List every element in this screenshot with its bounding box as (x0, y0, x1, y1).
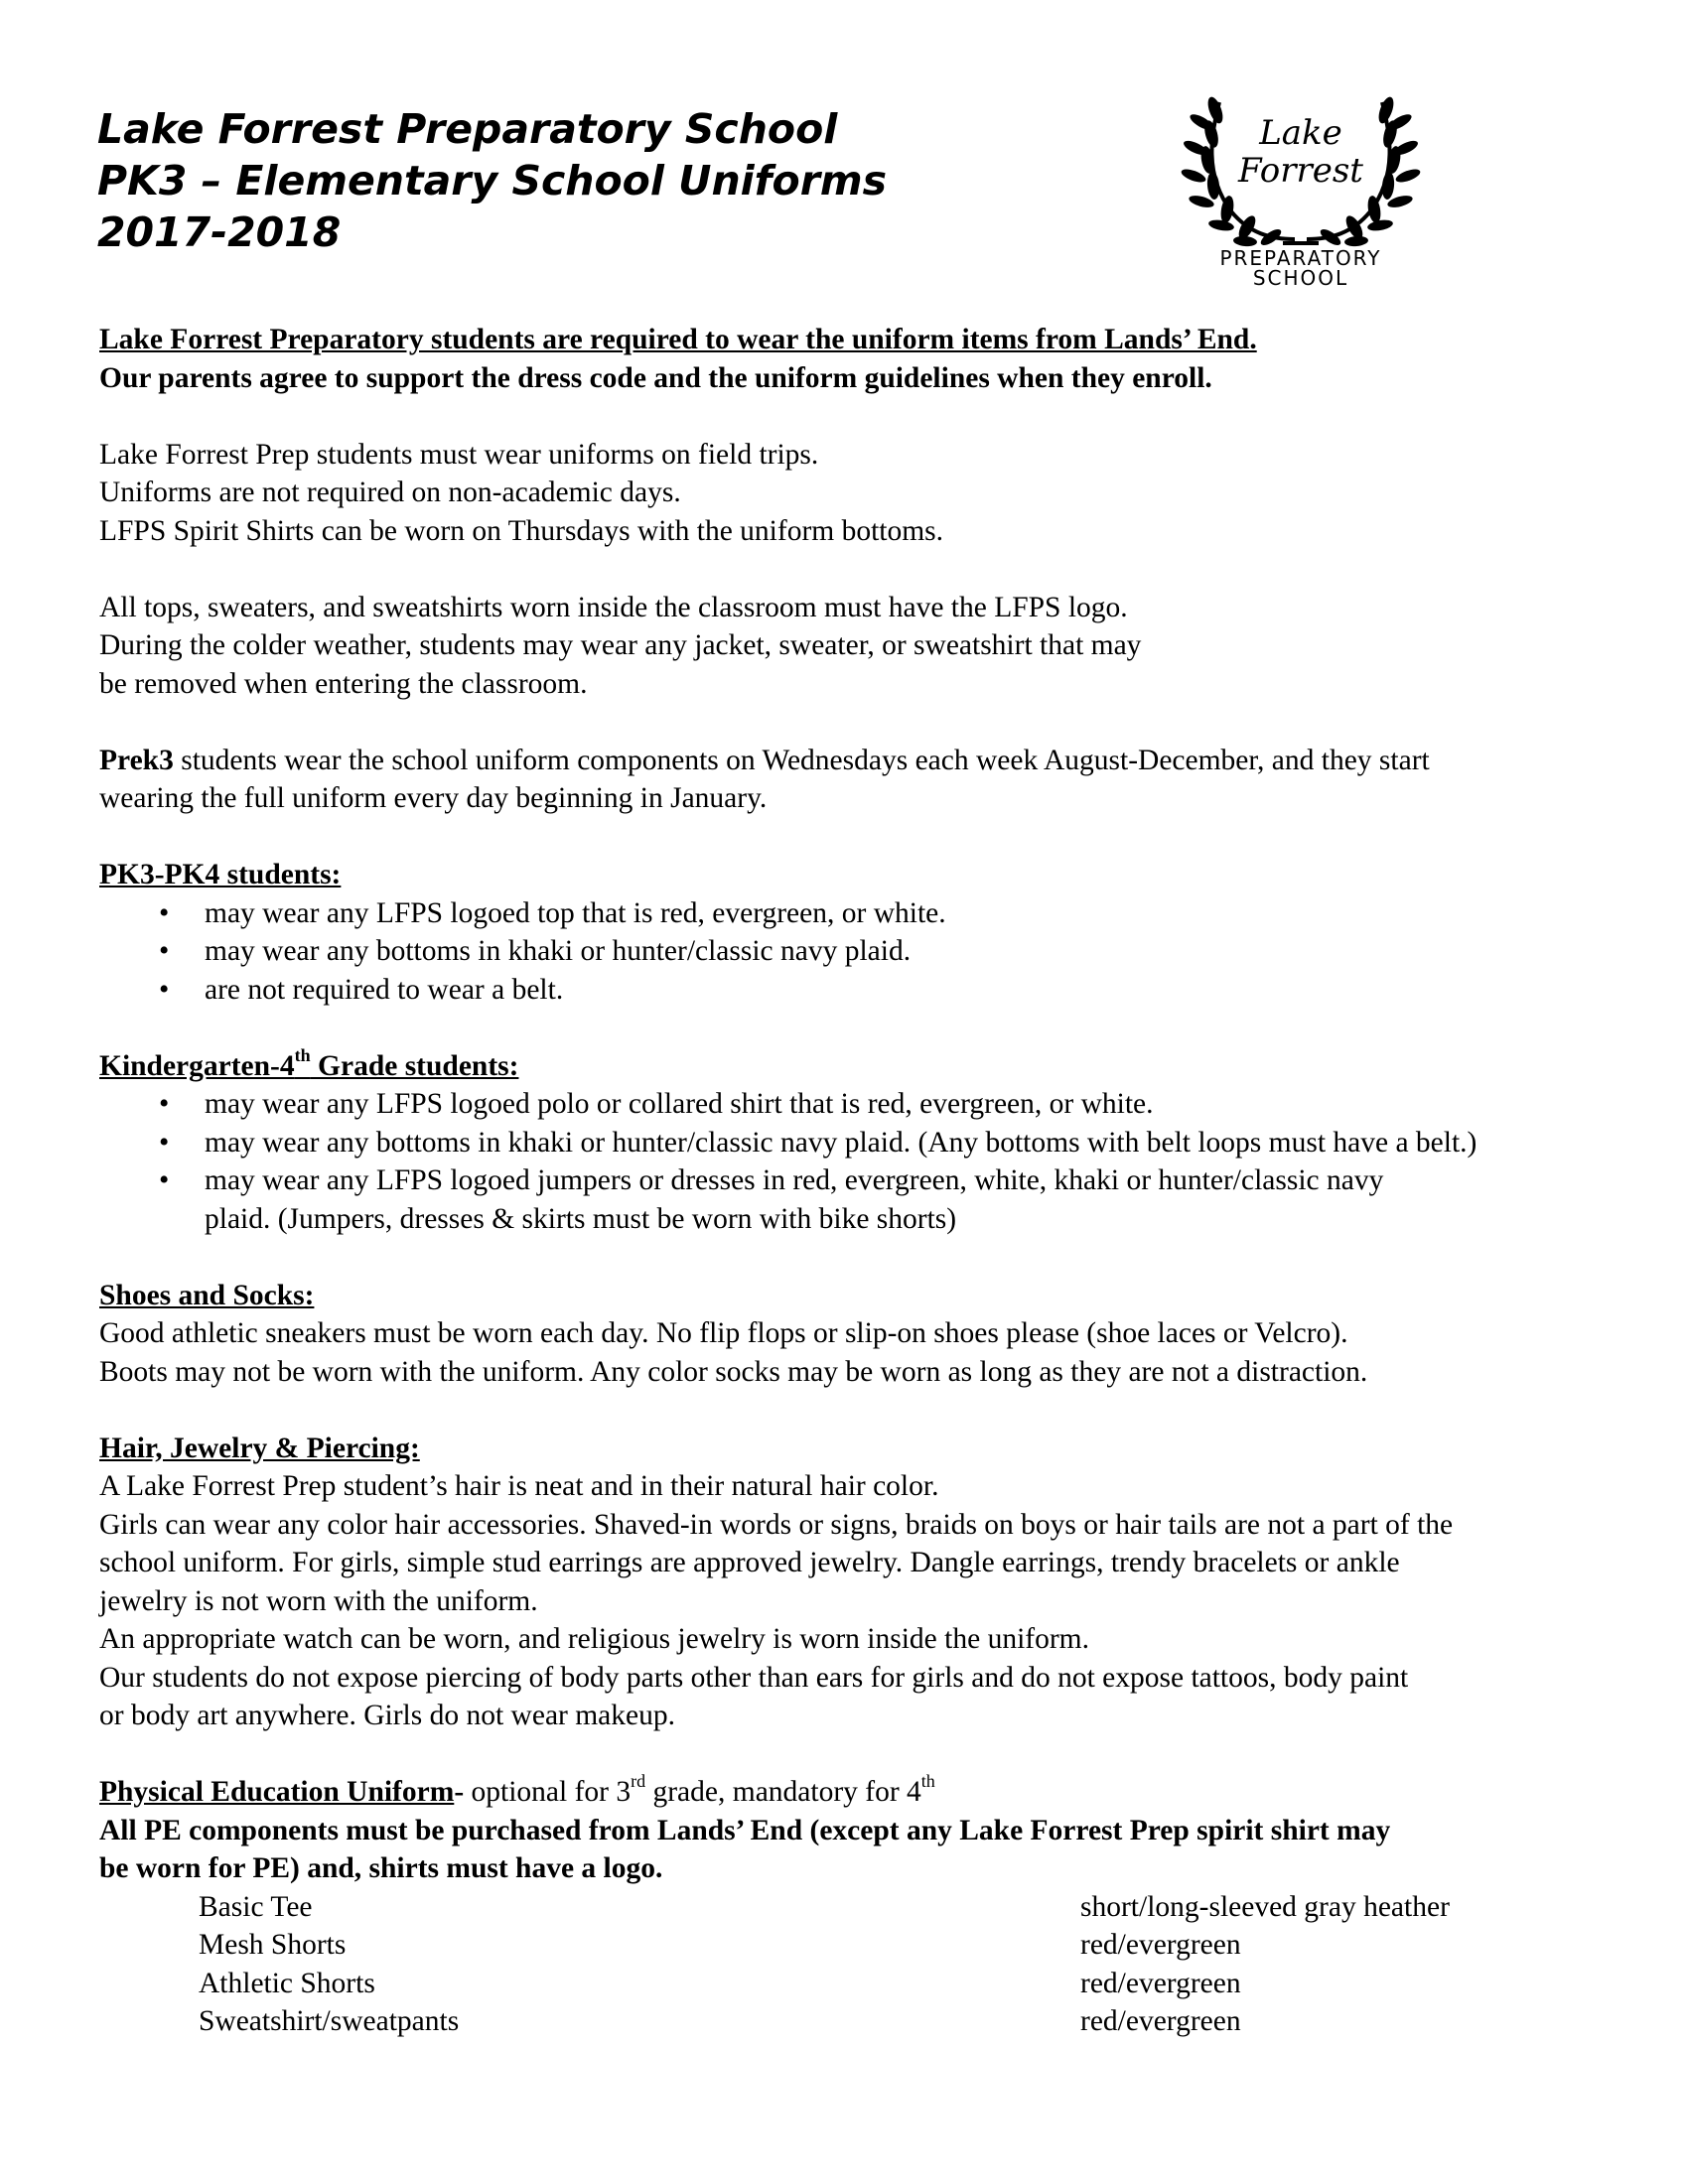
hair-line-7: or body art anywhere. Girls do not wear makeup. (99, 1700, 675, 1731)
table-row: Athletic Shorts red/evergreen (199, 1967, 1241, 1999)
school-logo (1172, 94, 1430, 288)
pk3-pk4-heading: PK3-PK4 students: (99, 859, 342, 890)
k4-heading: Kindergarten-4th Grade students: (99, 1044, 519, 1082)
svg-text:SCHOOL: SCHOOL (1252, 266, 1349, 288)
prek3-line-1: students wear the school uniform components on Wednesdays each week August-December, and they start (173, 744, 1430, 776)
list-item: • may wear any LFPS logoed top that is red, evergreen, or white. (159, 896, 946, 929)
pe-heading: Physical Education Uniform (99, 1776, 455, 1808)
hair-line-3: school uniform. For girls, simple stud earrings are approved jewelry. Dangle earrings, trendy bracelets or ankle (99, 1547, 1400, 1578)
hair-line-1: A Lake Forrest Prep student’s hair is neat and in their natural hair color. (99, 1470, 939, 1502)
tops-line-2: During the colder weather, students may wear any jacket, sweater, or sweatshirt that may (99, 629, 1142, 661)
list-item: • may wear any bottoms in khaki or hunter/classic navy plaid. (Any bottoms with belt loops must have a belt.) (159, 1126, 1477, 1159)
intro-requirement: Lake Forrest Preparatory students are required to wear the uniform items from Lands’ End. (99, 324, 1257, 355)
hair-line-2: Girls can wear any color hair accessories. Shaved-in words or signs, braids on boys or hair tails are not a part of the (99, 1508, 1454, 1541)
shoes-line-2: Boots may not be worn with the uniform. Any color socks may be worn as long as they are not a distraction. (99, 1355, 1368, 1388)
hair-line-5: An appropriate watch can be worn, and religious jewelry is worn inside the uniform. (99, 1623, 1089, 1655)
list-item-continuation: plaid. (Jumpers, dresses & skirts must be worn with bike shorts) (205, 1202, 957, 1235)
hair-line-4: jewelry is not worn with the uniform. (99, 1584, 538, 1617)
school-title: Lake Forrest Preparatory School (97, 105, 838, 153)
document-body (99, 321, 1648, 2041)
list-item: • may wear any LFPS logoed polo or collared shirt that is red, evergreen, or white. (159, 1088, 1154, 1120)
intro-agreement: Our parents agree to support the dress code and the uniform guidelines when they enroll. (99, 361, 1212, 394)
svg-text:Lake: Lake (1259, 113, 1342, 153)
table-row: Basic Tee short/long-sleeved gray heather (199, 1890, 1450, 1923)
list-item: • may wear any bottoms in khaki or hunter/classic navy plaid. (159, 935, 912, 967)
pe-heading-line: Physical Education Uniform- optional for 3rd grade, mandatory for 4th (99, 1771, 935, 1808)
shoes-line-1: Good athletic sneakers must be worn each day. No flip flops or slip-on shoes please (shoe laces or Velcro). (99, 1317, 1348, 1349)
hair-heading: Hair, Jewelry & Piercing: (99, 1432, 420, 1464)
prek3-label: Prek3 (99, 744, 174, 776)
tops-line-3: be removed when entering the classroom. (99, 667, 588, 700)
uniform-title: PK3 – Elementary School Uniforms (97, 157, 888, 205)
svg-text:PREPARATORY: PREPARATORY (1219, 246, 1382, 270)
prek3-paragraph (99, 742, 1648, 780)
spirit-shirts-line: LFPS Spirit Shirts can be worn on Thursdays with the uniform bottoms. (99, 514, 944, 547)
list-item: • may wear any LFPS logoed jumpers or dresses in red, evergreen, white, khaki or hunter/classic navy (159, 1164, 1384, 1196)
list-item: • are not required to wear a belt. (159, 973, 564, 1006)
pe-purchase-line-2: be worn for PE) and, shirts must have a logo. (99, 1852, 663, 1884)
prek3-line-2: wearing the full uniform every day beginning in January. (99, 782, 768, 814)
table-row: Mesh Shorts red/evergreen (199, 1929, 1241, 1961)
shoes-heading: Shoes and Socks: (99, 1279, 315, 1311)
tops-line-1: All tops, sweaters, and sweatshirts worn inside the classroom must have the LFPS logo. (99, 591, 1128, 623)
pe-purchase-line-1: All PE components must be purchased from Lands’ End (except any Lake Forrest Prep spirit shirt may (99, 1814, 1391, 1846)
document-title-block (97, 103, 887, 258)
field-trips-line: Lake Forrest Prep students must wear uniforms on field trips. (99, 438, 819, 471)
non-academic-line: Uniforms are not required on non-academic days. (99, 477, 681, 508)
school-year: 2017-2018 (97, 208, 342, 256)
hair-line-6: Our students do not expose piercing of body parts other than ears for girls and do not expose tattoos, body paint (99, 1661, 1409, 1694)
table-row: Sweatshirt/sweatpants red/evergreen (199, 2005, 1241, 2037)
svg-text:Forrest: Forrest (1238, 151, 1363, 191)
